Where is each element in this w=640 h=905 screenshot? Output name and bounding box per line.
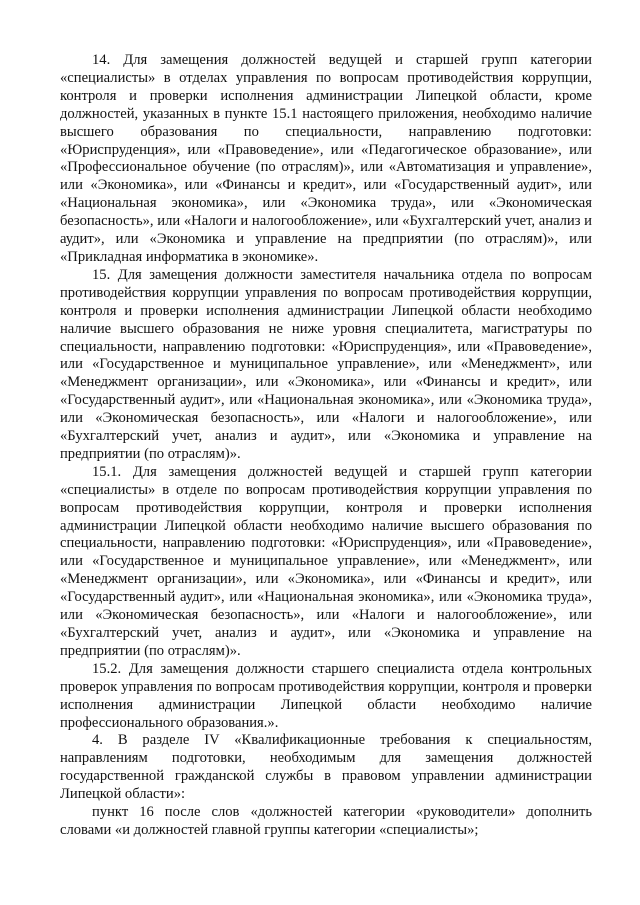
paragraph-item-4: 4. В разделе IV «Квалификационные требования к специальностям, направлениям подготовки, необходимым для замещения должностей государственной гражданской службы в правовом управлении администрации Липецкой области»: (60, 732, 592, 803)
paragraph-15: 15. Для замещения должности заместителя начальника отдела по вопросам противодействия коррупции управления по вопросам противодействия коррупции, контроля и проверки исполнения администрации Липецкой области необходимо наличие высшего образования не ниже уровня специалитета, магистратуры по специальности, направлению подготовки: «Юриспруденция», или «Правоведение», или «Государственное и муниципальное управление», или «Менеджмент», или «Менеджмент организации», или «Экономика», или «Финансы и кредит», или «Государственный аудит», или «Национальная экономика», или «Экономика труда», или «Экономическая безопасность», или «Налоги и налогообложение», или «Бухгалтерский учет, анализ и аудит», или «Экономика и управление на предприятии (по отраслям)». (60, 266, 592, 462)
paragraph-15-1: 15.1. Для замещения должностей ведущей и старшей групп категории «специалисты» в отделе по вопросам противодействия коррупции управления по вопросам противодействия коррупции, контроля и проверки исполнения администрации Липецкой области необходимо наличие высшего образования по специальности, направлению подготовки: «Юриспруденция», или «Правоведение», или «Государственное и муниципальное управление», или «Менеджмент», или «Менеджмент организации», или «Экономика», или «Финансы и кредит», или «Государственный аудит», или «Национальная экономика», или «Экономика труда», или «Экономическая безопасность», или «Налоги и налогообложение», или «Бухгалтерский учет, анализ и аудит», или «Экономика и управление на предприятии (по отраслям)». (60, 463, 592, 659)
paragraph-point-16: пункт 16 после слов «должностей категории «руководители» дополнить словами «и должностей главной группы категории «специалисты»; (60, 804, 592, 838)
document-page (60, 52, 592, 840)
paragraph-15-2: 15.2. Для замещения должности старшего специалиста отдела контрольных проверок управления по вопросам противодействия коррупции, контроля и проверки исполнения администрации Липецкой области необходимо наличие профессионального образования.». (60, 660, 592, 731)
paragraph-14: 14. Для замещения должностей ведущей и старшей групп категории «специалисты» в отделах управления по вопросам противодействия коррупции, контроля и проверки исполнения администрации Липецкой области, кроме должностей, указанных в пункте 15.1 настоящего приложения, необходимо наличие высшего образования по специальности, направлению подготовки: «Юриспруденция», или «Правоведение», или «Педагогическое образование», или «Профессиональное обучение (по отраслям)», или «Автоматизация и управление», или «Экономика», или «Финансы и кредит», или «Государственный аудит», или «Национальная экономика», или «Экономика труда», или «Экономическая безопасность», или «Налоги и налогообложение», или «Бухгалтерский учет, анализ и аудит», или «Экономика и управление на предприятии (по отраслям)», или «Прикладная информатика в экономике». (60, 52, 592, 265)
